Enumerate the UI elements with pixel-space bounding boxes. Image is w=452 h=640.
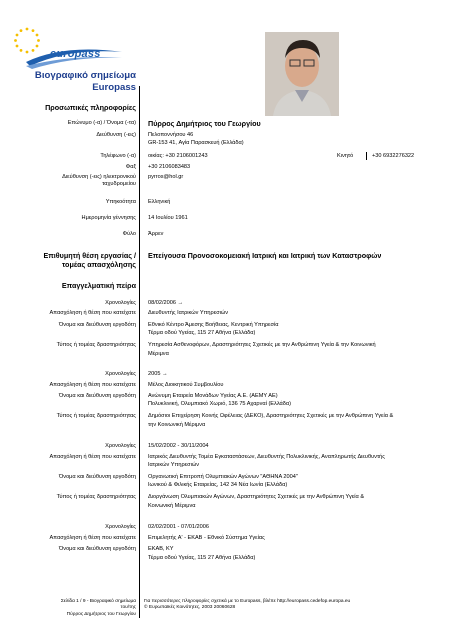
cv-title-line1: Βιογραφικό σημείωμα	[34, 70, 136, 81]
dates-label: Χρονολογίες	[105, 443, 136, 449]
dates-value: 02/02/2001 - 07/01/2006	[148, 524, 209, 530]
dates-value: 15/02/2002 - 30/11/2004	[148, 443, 209, 449]
mobile-divider	[366, 152, 367, 160]
mobile-value: +30 6932276322	[372, 153, 415, 159]
sector-line1: Υπηρεσία Ασθενοφόρων, Δραστηριότητες Σχετικές με την Ανθρώπινη Υγεία & την Κοινωνική	[148, 342, 376, 348]
sector-label: Τύπος ή τομέας δραστηριότητας	[56, 494, 136, 500]
cv-title-line2: Europass	[92, 82, 136, 93]
desired-employment-value: Επείγουσα Προνοσοκομειακή Ιατρική και Ιατρική των Καταστροφών	[148, 251, 382, 260]
employer-line2: Ιωνικού & Φιλικής Εταιρείας, 142 34 Νέα Ιωνία (Ελλάδα)	[148, 482, 288, 488]
employer-line1: Οργανωτική Επιτροπή Ολυμπιακών Αγώνων "ΑΘΗΝΑ 2004"	[148, 474, 298, 480]
footer-owner-name: Πύρρος Δημήτριος του Γεωργίου	[66, 611, 136, 617]
name-value: Πύρρος Δημήτριος του Γεωργίου	[148, 119, 261, 128]
personal-info-heading: Προσωπικές πληροφορίες	[45, 103, 136, 112]
gender-label: Φύλο	[122, 231, 136, 237]
nationality-label: Υπηκοότητα	[105, 199, 136, 205]
position-label: Απασχόληση ή θέση που κατείχατε	[49, 382, 136, 388]
sector-line2: Κοινωνική Μέριμνα	[148, 503, 196, 509]
address-line1: Πελοποννήσου 46	[148, 132, 194, 138]
desired-employment-label-line1: Επιθυμητή θέση εργασίας /	[43, 251, 136, 260]
sector-line2: Μέριμνα	[148, 351, 169, 357]
position-value: Διευθυντής Ιατρικών Υπηρεσιών	[148, 310, 229, 316]
employer-label: Όνομα και διεύθυνση εργοδότη	[58, 546, 136, 552]
sector-label: Τύπος ή τομέας δραστηριότητας	[56, 342, 136, 348]
dates-label: Χρονολογίες	[105, 524, 136, 530]
footer-right	[144, 599, 444, 612]
europass-wordmark: europass	[50, 48, 101, 60]
phone-label: Τηλέφωνο (-α)	[100, 153, 136, 159]
employer-label: Όνομα και διεύθυνση εργοδότη	[58, 474, 136, 480]
address-label: Διεύθυνση (-εις)	[96, 132, 136, 138]
dates-value: 2005 →	[148, 371, 168, 377]
sector-line2: την Κοινωνική Μέριμνα	[148, 422, 206, 428]
employer-line2: Τέρμα οδού Υγείας, 115 27 Αθήνα (Ελλάδα)	[148, 555, 256, 561]
phone-value: οικίας: +30 2106001243	[148, 153, 208, 159]
employer-line2: Πολυκλινική, Ολυμπιακό Χωριό, 136 75 Αχαρναί (Ελλάδα)	[148, 401, 291, 407]
address-line2: GR-153 41, Αγία Παρασκευή (Ελλάδα)	[148, 140, 244, 146]
position-line2: Ιατρικών Υπηρεσιών	[148, 462, 200, 468]
email-label-line1: Διεύθυνση (-εις) ηλεκτρονικού	[62, 174, 136, 180]
dates-label: Χρονολογίες	[105, 300, 136, 306]
position-label: Απασχόληση ή θέση που κατείχατε	[49, 535, 136, 541]
position-label: Απασχόληση ή θέση που κατείχατε	[49, 454, 136, 460]
email-value[interactable]: pyrros@hol.gr	[148, 174, 184, 180]
footer-copyright: © Ευρωπαϊκές Κοινότητες, 2003 20060628	[144, 605, 236, 611]
footer-divider	[139, 598, 140, 618]
profile-photo	[265, 32, 339, 116]
employer-line1: Ανώνυμη Εταιρεία Μονάδων Υγείας Α.Ε. (ΑΕΜΥ ΑΕ)	[148, 393, 278, 399]
dates-label: Χρονολογίες	[105, 371, 136, 377]
sector-line1: Διοργάνωση Ολυμπιακών Αγώνων, Δραστηριότητες Σχετικές με την Ανθρώπινη Υγεία &	[148, 494, 365, 500]
fax-label: Φαξ	[125, 164, 136, 170]
sector-label: Τύπος ή τομέας δραστηριότητας	[56, 413, 136, 419]
nationality-value: Ελληνική	[148, 199, 171, 205]
europass-logo	[6, 24, 126, 70]
employer-line1: ΕΚΑΒ, ΚΥ	[148, 546, 174, 552]
employer-line2: Τέρμα οδού Υγείας, 115 27 Αθήνα (Ελλάδα)	[148, 330, 256, 336]
name-label: Επώνυμο (-α) / Όνομα (-τα)	[67, 120, 136, 126]
column-divider	[139, 86, 140, 616]
birth-label: Ημερομηνία γέννησης	[81, 215, 136, 221]
footer-owner-prefix: του/της	[120, 605, 136, 611]
position-label: Απασχόληση ή θέση που κατείχατε	[49, 310, 136, 316]
position-value: Επιμελητής Α' - ΕΚΑΒ - Εθνικό Σύστημα Υγείας	[148, 535, 265, 541]
footer-europass-link[interactable]: Για περισσότερες πληροφορίες σχετικά με το Europass, βλέπε http://europass.cedefop.europa.eu	[144, 599, 351, 604]
mobile-label: Κινητό	[337, 153, 354, 159]
footer-page-info: Σελίδα 1 / 9 - Βιογραφικό σημείωμα	[60, 599, 136, 604]
dates-value: 08/02/2006 →	[148, 300, 184, 306]
work-experience-heading: Επαγγελματική πείρα	[61, 281, 136, 290]
desired-employment-label-line2: τομέας απασχόλησης	[62, 260, 136, 269]
gender-value: Άρρεν	[148, 231, 164, 237]
fax-value: +30 2106083483	[148, 164, 191, 170]
position-line1: Ιατρικός Διευθυντής Τομέα Εγκαταστάσεων, Διευθυντής Πολυκλινικής, Αναπληρωτής Διευθυντής	[148, 454, 385, 460]
desired-employment-label	[6, 251, 136, 269]
email-label	[0, 174, 136, 188]
position-value: Μέλος Διοικητικού Συμβουλίου	[148, 382, 224, 388]
email-label-line2: ταχυδρομείου	[102, 181, 136, 187]
employer-label: Όνομα και διεύθυνση εργοδότη	[58, 393, 136, 399]
employer-label: Όνομα και διεύθυνση εργοδότη	[58, 322, 136, 328]
sector-line1: Δημόσιοι Επιχείρηση Κοινής Ωφέλειας (ΔΕΚΟ), Δραστηριότητες Σχετικές με την Ανθρώπινη Υγεία &	[148, 413, 394, 419]
employer-line1: Εθνικό Κέντρο Άμεσης Βοήθειας, Κεντρική Υπηρεσία	[148, 322, 279, 328]
footer-left	[16, 599, 136, 618]
birth-value: 14 Ιουλίου 1961	[148, 215, 188, 221]
cv-title	[0, 70, 136, 94]
